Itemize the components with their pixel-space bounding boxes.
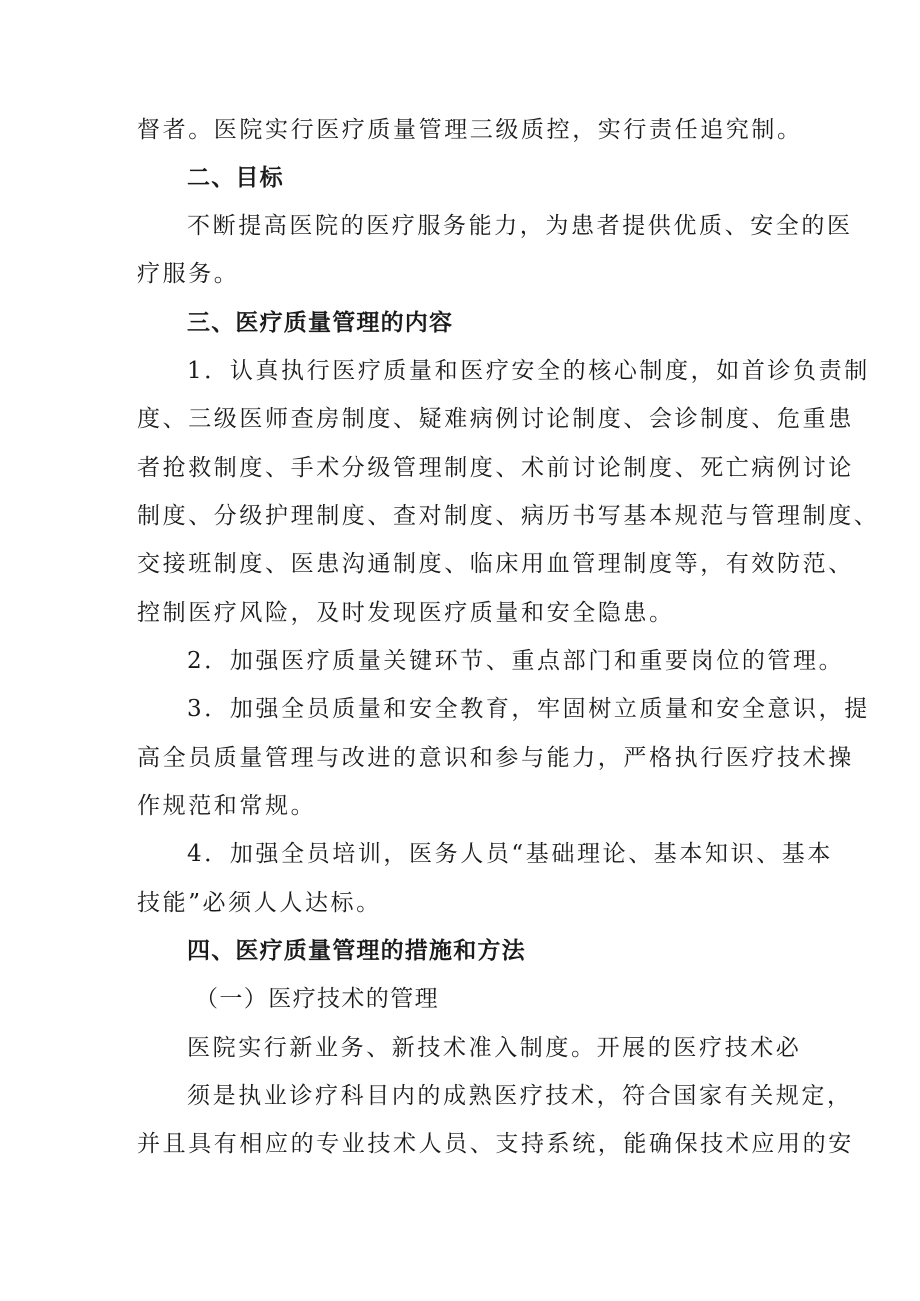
paragraph-line: 作规范和常规。 (137, 793, 317, 819)
paragraph-line: 医院实行新业务、新技术准入制度。开展的医疗技术必 (187, 1035, 802, 1061)
paragraph-line: 度、三级医师查房制度、疑难病例讨论制度、会诊制度、危重患 (137, 406, 854, 432)
list-item-2-line: 2．加强医疗质量关键环节、重点部门和重要岗位的管理。 (187, 648, 845, 674)
subsection-heading: （一）医疗技术的管理 (195, 986, 439, 1012)
list-item-3-line: 3．加强全员质量和安全教育，牢固树立质量和安全意识，提 (187, 696, 870, 722)
paragraph-line: 控制医疗风险，及时发现医疗质量和安全隐患。 (137, 600, 675, 626)
section-heading-content: 三、医疗质量管理的内容 (187, 310, 454, 336)
paragraph-line: 者抢救制度、手术分级管理制度、术前讨论制度、死亡病例讨论 (137, 455, 854, 481)
paragraph-line: 不断提高医院的医疗服务能力，为患者提供优质、安全的医 (187, 213, 853, 239)
paragraph-line: 技能”必须人人达标。 (137, 890, 382, 916)
paragraph-line: 制度、分级护理制度、查对制度、病历书写基本规范与管理制度、 (137, 503, 880, 529)
paragraph-line: 交接班制度、医患沟通制度、临床用血管理制度等，有效防范、 (137, 551, 854, 577)
list-item-1-line: 1．认真执行医疗质量和医疗安全的核心制度，如首诊负责制 (187, 358, 870, 384)
section-heading-goal: 二、目标 (187, 165, 284, 191)
paragraph-line: 高全员质量管理与改进的意识和参与能力，严格执行医疗技术操 (137, 745, 854, 771)
paragraph-line: 并且具有相应的专业技术人员、支持系统，能确保技术应用的安 (137, 1131, 854, 1157)
list-item-4-line: 4．加强全员培训，医务人员“基础理论、基本知识、基本 (187, 841, 833, 867)
section-heading-measures: 四、医疗质量管理的措施和方法 (187, 938, 526, 964)
paragraph-line: 疗服务。 (137, 261, 240, 287)
paragraph-line: 督者。医院实行医疗质量管理三级质控，实行责任追究制。 (137, 117, 803, 143)
paragraph-line: 须是执业诊疗科目内的成熟医疗技术，符合国家有关规定， (187, 1083, 853, 1109)
